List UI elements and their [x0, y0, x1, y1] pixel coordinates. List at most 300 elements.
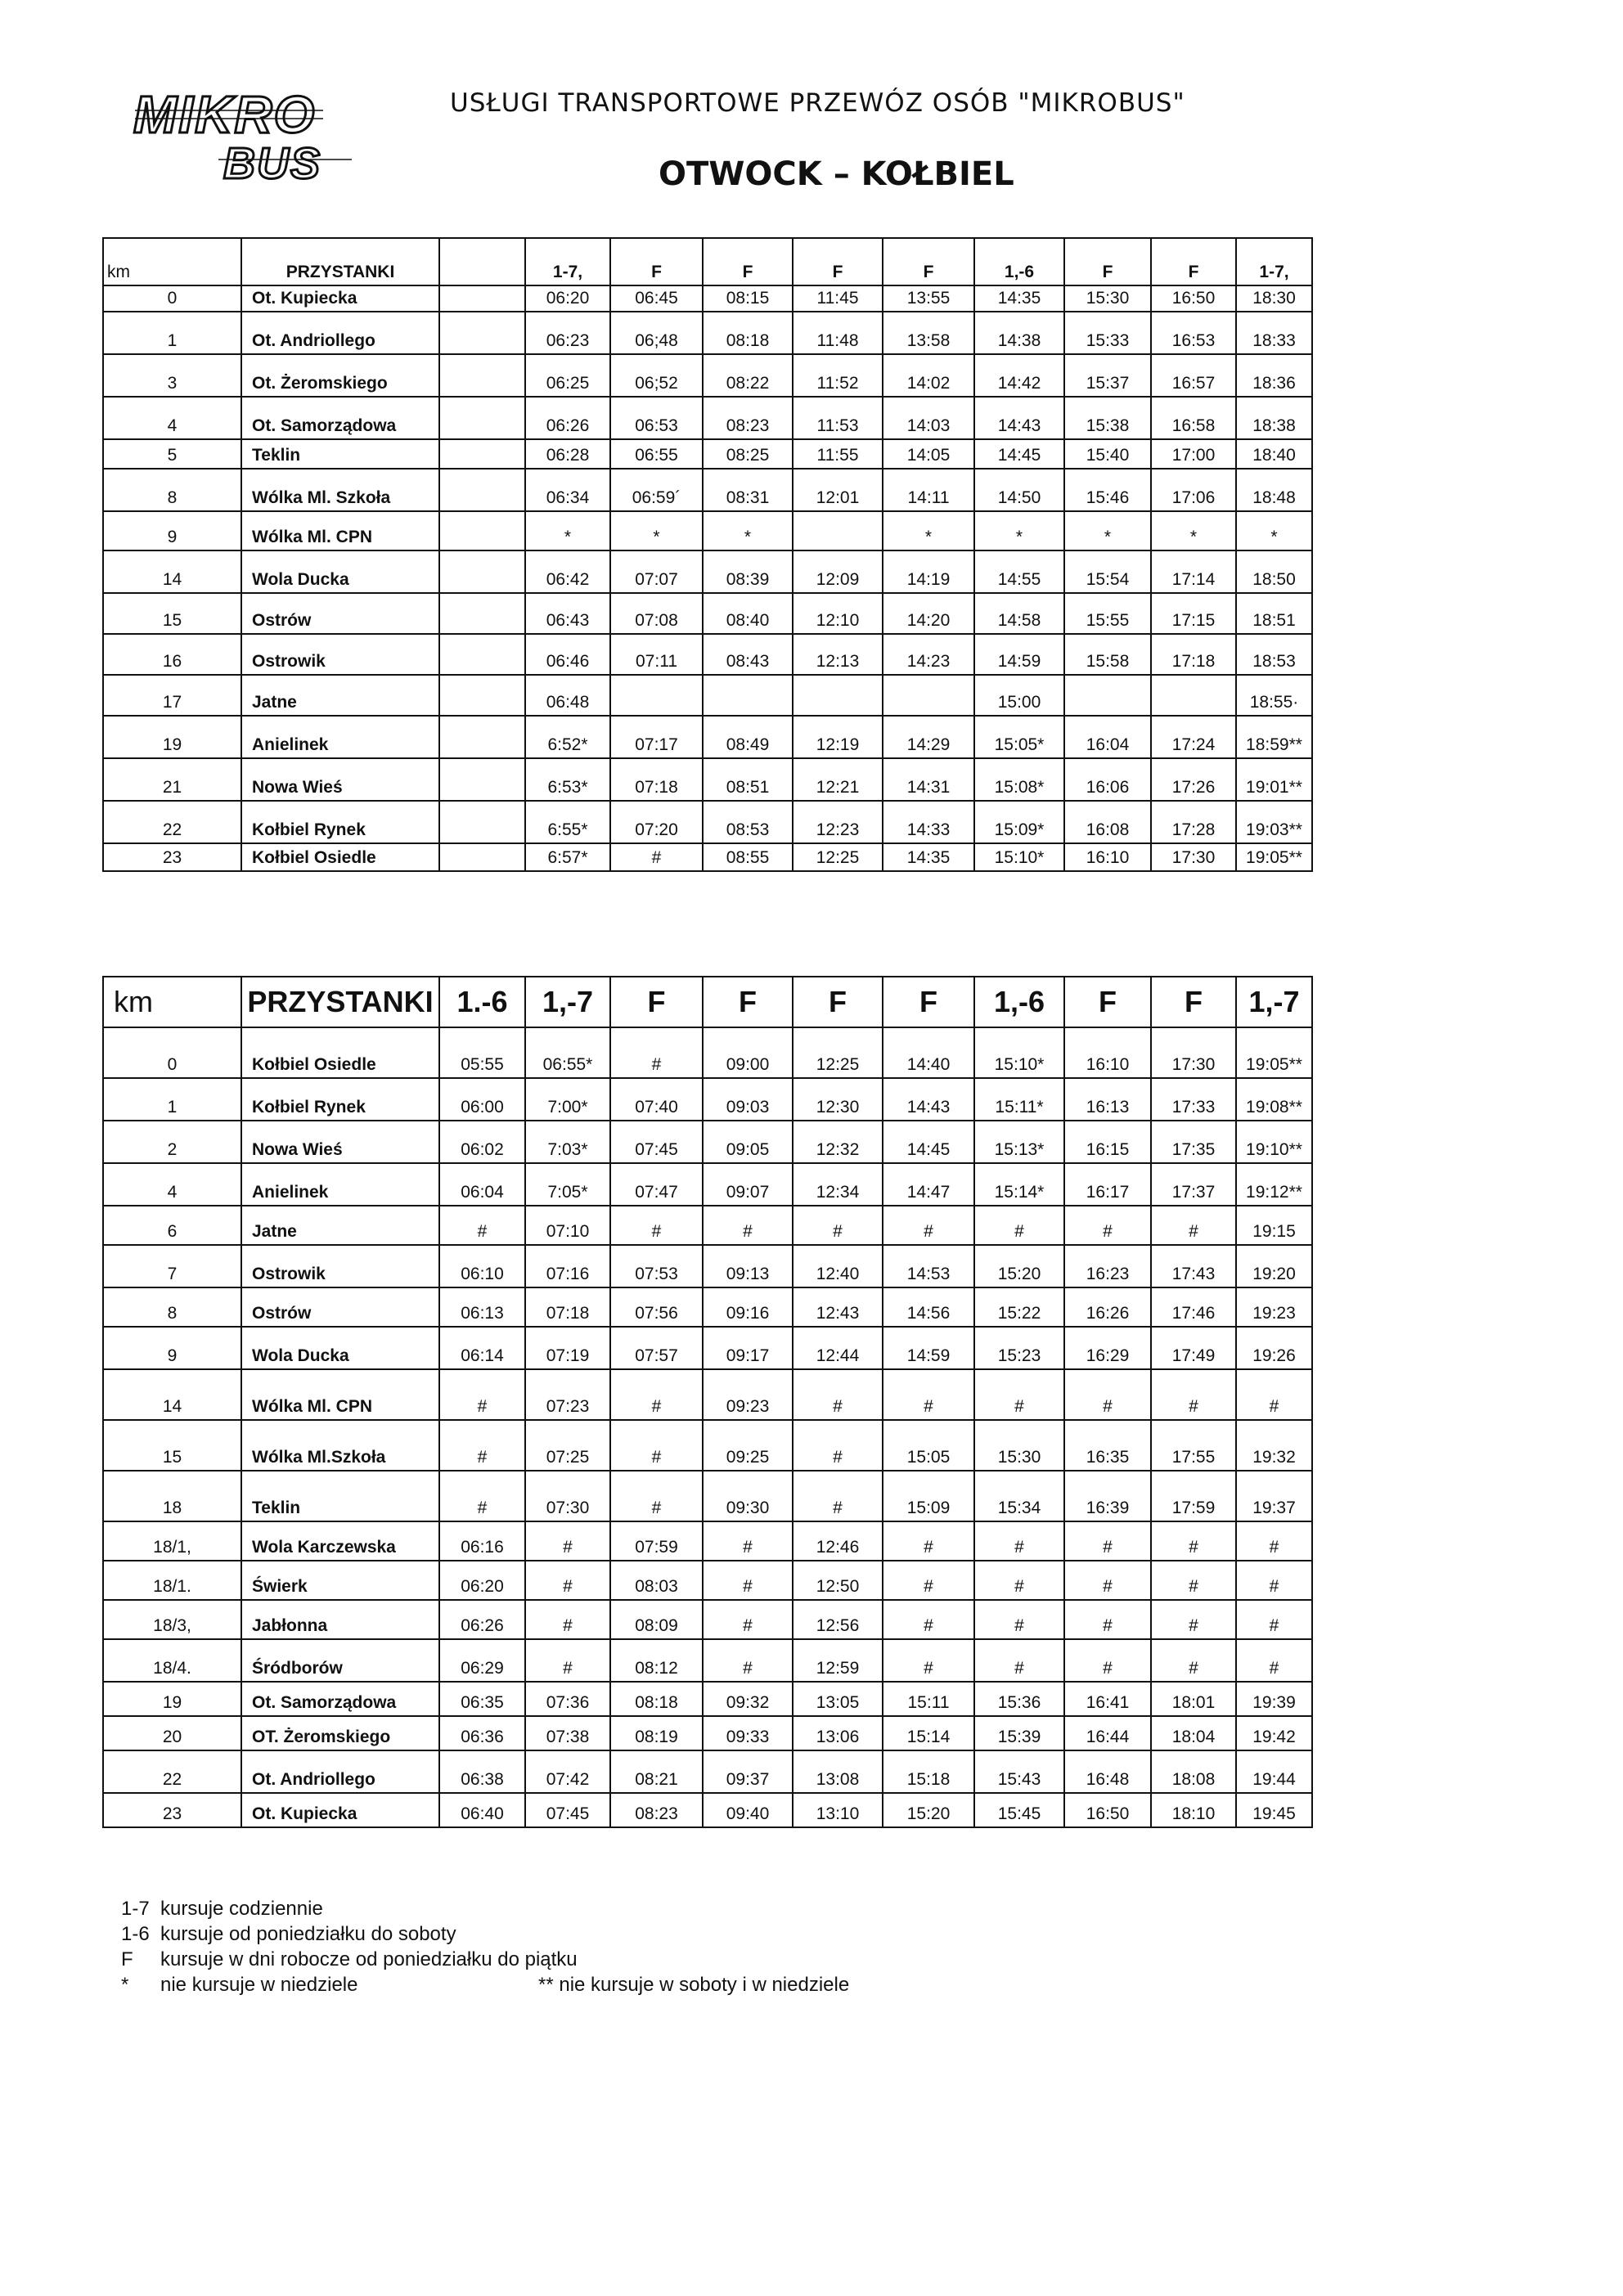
departure-time-cell: 06:53 — [610, 397, 703, 439]
km-cell: 18/4. — [103, 1639, 241, 1682]
table-row — [103, 312, 1312, 354]
km-cell: 5 — [103, 439, 241, 469]
departure-time-cell: 19:03** — [1236, 801, 1312, 843]
km-cell: 0 — [103, 1027, 241, 1078]
stop-name-cell: Teklin — [241, 1471, 439, 1521]
departure-time-cell: 14:55 — [974, 550, 1064, 593]
departure-time-cell: 12:40 — [793, 1245, 883, 1287]
departure-time-cell: 12:32 — [793, 1121, 883, 1163]
stop-name-cell: Wólka Ml.Szkoła — [241, 1420, 439, 1471]
departure-time-cell — [439, 354, 525, 397]
km-cell: 18 — [103, 1471, 241, 1521]
departure-time-cell: 15:30 — [1064, 285, 1151, 312]
departure-time-cell: 07:18 — [610, 758, 703, 801]
departure-time-cell: 09:00 — [703, 1027, 793, 1078]
departure-time-cell: 16:41 — [1064, 1682, 1151, 1716]
departure-time-cell: * — [883, 511, 974, 550]
table-row — [103, 1521, 1312, 1561]
departure-time-cell — [439, 843, 525, 871]
legend-text: nie kursuje w niedziele — [160, 1974, 358, 1996]
departure-time-cell: 19:15 — [1236, 1206, 1312, 1245]
column-header-service: F — [703, 977, 793, 1027]
departure-time-cell: 08:09 — [610, 1600, 703, 1639]
departure-time-cell: 15:54 — [1064, 550, 1151, 593]
departure-time-cell: 06:16 — [439, 1521, 525, 1561]
column-header-stops: PRZYSTANKI — [241, 977, 439, 1027]
stop-name-cell: Wólka Ml. CPN — [241, 511, 439, 550]
km-cell: 21 — [103, 758, 241, 801]
departure-time-cell: 16:10 — [1064, 1027, 1151, 1078]
departure-time-cell: 07:47 — [610, 1163, 703, 1206]
departure-time-cell: 06:42 — [525, 550, 610, 593]
departure-time-cell: 16:26 — [1064, 1287, 1151, 1327]
km-cell: 9 — [103, 1327, 241, 1369]
departure-time-cell: 19:05** — [1236, 1027, 1312, 1078]
departure-time-cell: # — [974, 1206, 1064, 1245]
departure-time-cell: 07:18 — [525, 1287, 610, 1327]
departure-time-cell: 15:34 — [974, 1471, 1064, 1521]
departure-time-cell: # — [610, 1369, 703, 1420]
departure-time-cell: 09:05 — [703, 1121, 793, 1163]
departure-time-cell: # — [974, 1561, 1064, 1600]
departure-time-cell: # — [974, 1639, 1064, 1682]
departure-time-cell: 06:36 — [439, 1716, 525, 1750]
departure-time-cell: # — [1151, 1206, 1236, 1245]
departure-time-cell: 14:42 — [974, 354, 1064, 397]
departure-time-cell: 14:38 — [974, 312, 1064, 354]
departure-time-cell: # — [1151, 1521, 1236, 1561]
departure-time-cell: * — [1151, 511, 1236, 550]
departure-time-cell: 08:15 — [703, 285, 793, 312]
departure-time-cell: 19:26 — [1236, 1327, 1312, 1369]
svg-text:MIKRO: MIKRO — [133, 85, 317, 144]
departure-time-cell: 12:09 — [793, 550, 883, 593]
departure-time-cell: 19:20 — [1236, 1245, 1312, 1287]
departure-time-cell: 06:34 — [525, 469, 610, 511]
departure-time-cell: # — [1064, 1206, 1151, 1245]
departure-time-cell: * — [1236, 511, 1312, 550]
departure-time-cell: 16:06 — [1064, 758, 1151, 801]
departure-time-cell: 17:43 — [1151, 1245, 1236, 1287]
departure-time-cell: 13:06 — [793, 1716, 883, 1750]
departure-time-cell: 15:18 — [883, 1750, 974, 1793]
column-header-service: 1-7, — [525, 238, 610, 285]
departure-time-cell: 06:48 — [525, 675, 610, 716]
column-header-service: F — [703, 238, 793, 285]
table-row — [103, 675, 1312, 716]
departure-time-cell — [439, 511, 525, 550]
departure-time-cell: 08:49 — [703, 716, 793, 758]
departure-time-cell: 18:33 — [1236, 312, 1312, 354]
departure-time-cell: 12:21 — [793, 758, 883, 801]
stop-name-cell: Wólka Ml. CPN — [241, 1369, 439, 1420]
departure-time-cell: # — [525, 1600, 610, 1639]
departure-time-cell: 08:40 — [703, 593, 793, 634]
stop-name-cell: Wola Ducka — [241, 550, 439, 593]
departure-time-cell: 15:37 — [1064, 354, 1151, 397]
km-cell: 18/1, — [103, 1521, 241, 1561]
departure-time-cell: 11:45 — [793, 285, 883, 312]
departure-time-cell: 14:35 — [974, 285, 1064, 312]
departure-time-cell: 14:02 — [883, 354, 974, 397]
departure-time-cell: 12:30 — [793, 1078, 883, 1121]
departure-time-cell: 07:10 — [525, 1206, 610, 1245]
table-row — [103, 843, 1312, 871]
column-header-stops: PRZYSTANKI — [241, 238, 439, 285]
km-cell: 14 — [103, 1369, 241, 1420]
km-cell: 7 — [103, 1245, 241, 1287]
departure-time-cell: 16:50 — [1151, 285, 1236, 312]
departure-time-cell: 16:58 — [1151, 397, 1236, 439]
departure-time-cell — [439, 439, 525, 469]
departure-time-cell: 17:30 — [1151, 843, 1236, 871]
departure-time-cell: # — [883, 1639, 974, 1682]
departure-time-cell: 14:43 — [974, 397, 1064, 439]
departure-time-cell: 15:38 — [1064, 397, 1151, 439]
departure-time-cell: 16:39 — [1064, 1471, 1151, 1521]
departure-time-cell: 06:28 — [525, 439, 610, 469]
km-cell: 22 — [103, 801, 241, 843]
departure-time-cell: # — [439, 1206, 525, 1245]
departure-time-cell: 14:31 — [883, 758, 974, 801]
legend-item — [121, 1972, 578, 1997]
departure-time-cell: 15:58 — [1064, 634, 1151, 675]
stop-name-cell: Nowa Wieś — [241, 1121, 439, 1163]
departure-time-cell: 06;52 — [610, 354, 703, 397]
departure-time-cell: 17:30 — [1151, 1027, 1236, 1078]
departure-time-cell: 16:15 — [1064, 1121, 1151, 1163]
departure-time-cell: 16:23 — [1064, 1245, 1151, 1287]
departure-time-cell: * — [703, 511, 793, 550]
stop-name-cell: Ot. Andriollego — [241, 1750, 439, 1793]
departure-time-cell: 12:01 — [793, 469, 883, 511]
departure-time-cell: 16:08 — [1064, 801, 1151, 843]
departure-time-cell: 19:37 — [1236, 1471, 1312, 1521]
departure-time-cell: # — [883, 1521, 974, 1561]
departure-time-cell: 07:38 — [525, 1716, 610, 1750]
departure-time-cell: 18:10 — [1151, 1793, 1236, 1827]
legend-text: kursuje od poniedziałku do soboty — [160, 1923, 456, 1945]
departure-time-cell: 14:45 — [974, 439, 1064, 469]
departure-time-cell: 15:39 — [974, 1716, 1064, 1750]
km-cell: 3 — [103, 354, 241, 397]
departure-time-cell: # — [1236, 1521, 1312, 1561]
departure-time-cell: 07:42 — [525, 1750, 610, 1793]
stop-name-cell: Jatne — [241, 675, 439, 716]
km-cell: 9 — [103, 511, 241, 550]
departure-time-cell: 15:09 — [883, 1471, 974, 1521]
column-header-service: 1,-7 — [525, 977, 610, 1027]
departure-time-cell: 06:14 — [439, 1327, 525, 1369]
departure-time-cell: 14:05 — [883, 439, 974, 469]
departure-time-cell: 06;48 — [610, 312, 703, 354]
departure-time-cell: 15:23 — [974, 1327, 1064, 1369]
departure-time-cell: 6:55* — [525, 801, 610, 843]
km-cell: 0 — [103, 285, 241, 312]
departure-time-cell: 09:25 — [703, 1420, 793, 1471]
departure-time-cell: 07:57 — [610, 1327, 703, 1369]
departure-time-cell: # — [1151, 1600, 1236, 1639]
departure-time-cell: 07:45 — [610, 1121, 703, 1163]
departure-time-cell: 17:55 — [1151, 1420, 1236, 1471]
departure-time-cell: 06:29 — [439, 1639, 525, 1682]
departure-time-cell: # — [974, 1369, 1064, 1420]
km-cell: 19 — [103, 716, 241, 758]
departure-time-cell: 07:19 — [525, 1327, 610, 1369]
departure-time-cell: 09:30 — [703, 1471, 793, 1521]
departure-time-cell: 06:35 — [439, 1682, 525, 1716]
column-header-service: 1.-6 — [439, 977, 525, 1027]
departure-time-cell: 15:33 — [1064, 312, 1151, 354]
departure-time-cell: 12:50 — [793, 1561, 883, 1600]
departure-time-cell: 08:39 — [703, 550, 793, 593]
departure-time-cell — [439, 312, 525, 354]
departure-time-cell: 15:55 — [1064, 593, 1151, 634]
table-row — [103, 469, 1312, 511]
departure-time-cell — [1064, 675, 1151, 716]
table-row — [103, 1121, 1312, 1163]
departure-time-cell: 15:10* — [974, 843, 1064, 871]
departure-time-cell: 07:30 — [525, 1471, 610, 1521]
departure-time-cell: 06:46 — [525, 634, 610, 675]
km-cell: 14 — [103, 550, 241, 593]
km-cell: 8 — [103, 1287, 241, 1327]
header-row — [103, 238, 1312, 285]
departure-time-cell: 07:53 — [610, 1245, 703, 1287]
departure-time-cell: 17:18 — [1151, 634, 1236, 675]
departure-time-cell: * — [610, 511, 703, 550]
departure-time-cell: 15:22 — [974, 1287, 1064, 1327]
departure-time-cell: # — [1151, 1639, 1236, 1682]
column-header-service: 1-7, — [1236, 238, 1312, 285]
legend-symbol: 1-7 — [121, 1898, 150, 1920]
departure-time-cell: # — [610, 1206, 703, 1245]
column-header-km: km — [103, 238, 241, 285]
departure-time-cell: 09:37 — [703, 1750, 793, 1793]
departure-time-cell: 06:25 — [525, 354, 610, 397]
departure-time-cell — [883, 675, 974, 716]
departure-time-cell: 06:20 — [439, 1561, 525, 1600]
departure-time-cell: 07:08 — [610, 593, 703, 634]
departure-time-cell: 14:20 — [883, 593, 974, 634]
departure-time-cell: # — [1236, 1369, 1312, 1420]
stop-name-cell: Nowa Wieś — [241, 758, 439, 801]
table-row — [103, 1750, 1312, 1793]
km-cell: 4 — [103, 1163, 241, 1206]
stop-name-cell: Ot. Kupiecka — [241, 285, 439, 312]
departure-time-cell: 16:10 — [1064, 843, 1151, 871]
departure-time-cell — [1151, 675, 1236, 716]
departure-time-cell: 13:55 — [883, 285, 974, 312]
departure-time-cell: 07:20 — [610, 801, 703, 843]
departure-time-cell: 16:44 — [1064, 1716, 1151, 1750]
departure-time-cell: 06:23 — [525, 312, 610, 354]
departure-time-cell: 18:51 — [1236, 593, 1312, 634]
departure-time-cell: 18:36 — [1236, 354, 1312, 397]
departure-time-cell: 6:57* — [525, 843, 610, 871]
stop-name-cell: Kołbiel Osiedle — [241, 1027, 439, 1078]
stop-name-cell: Ot. Żeromskiego — [241, 354, 439, 397]
departure-time-cell: 19:01** — [1236, 758, 1312, 801]
departure-time-cell: 16:13 — [1064, 1078, 1151, 1121]
departure-time-cell: 07:11 — [610, 634, 703, 675]
company-name: USŁUGI TRANSPORTOWE PRZEWÓZ OSÓB "MIKROBUS" — [450, 88, 1185, 118]
departure-time-cell: 14:50 — [974, 469, 1064, 511]
header-row — [103, 977, 1312, 1027]
departure-time-cell — [439, 550, 525, 593]
column-header-service: F — [883, 238, 974, 285]
departure-time-cell: 08:18 — [703, 312, 793, 354]
departure-time-cell — [439, 397, 525, 439]
departure-time-cell: # — [1236, 1561, 1312, 1600]
departure-time-cell: 15:14 — [883, 1716, 974, 1750]
departure-time-cell: 09:40 — [703, 1793, 793, 1827]
departure-time-cell: # — [793, 1369, 883, 1420]
departure-time-cell: 18:08 — [1151, 1750, 1236, 1793]
departure-time-cell: 14:59 — [883, 1327, 974, 1369]
departure-time-cell: # — [1064, 1521, 1151, 1561]
departure-time-cell: 06:13 — [439, 1287, 525, 1327]
departure-time-cell: 7:00* — [525, 1078, 610, 1121]
departure-time-cell: 7:05* — [525, 1163, 610, 1206]
departure-time-cell: * — [974, 511, 1064, 550]
departure-time-cell: 06:04 — [439, 1163, 525, 1206]
column-header-service: F — [1151, 977, 1236, 1027]
departure-time-cell: # — [525, 1639, 610, 1682]
departure-time-cell: 07:45 — [525, 1793, 610, 1827]
table-row — [103, 1245, 1312, 1287]
departure-time-cell: # — [1151, 1561, 1236, 1600]
stop-name-cell: Kołbiel Rynek — [241, 801, 439, 843]
stop-name-cell: Anielinek — [241, 1163, 439, 1206]
departure-time-cell: 08:23 — [610, 1793, 703, 1827]
departure-time-cell: 12:10 — [793, 593, 883, 634]
legend-item — [121, 1921, 578, 1947]
departure-time-cell: 06:55 — [610, 439, 703, 469]
departure-time-cell: 08:25 — [703, 439, 793, 469]
departure-time-cell: 17:49 — [1151, 1327, 1236, 1369]
departure-time-cell: 06:38 — [439, 1750, 525, 1793]
km-cell: 1 — [103, 312, 241, 354]
departure-time-cell — [439, 675, 525, 716]
departure-time-cell: 15:46 — [1064, 469, 1151, 511]
timetable-kolbiel-otwock — [102, 976, 1313, 1828]
column-header-service: F — [1064, 977, 1151, 1027]
departure-time-cell: 17:37 — [1151, 1163, 1236, 1206]
departure-time-cell: # — [703, 1600, 793, 1639]
departure-time-cell: # — [1064, 1639, 1151, 1682]
departure-time-cell: 12:56 — [793, 1600, 883, 1639]
departure-time-cell: # — [883, 1600, 974, 1639]
table-row — [103, 1078, 1312, 1121]
departure-time-cell: # — [1064, 1369, 1151, 1420]
departure-time-cell: 09:07 — [703, 1163, 793, 1206]
table-row — [103, 285, 1312, 312]
table-row — [103, 1027, 1312, 1078]
departure-time-cell: 15:11 — [883, 1682, 974, 1716]
departure-time-cell: 6:52* — [525, 716, 610, 758]
route-title: OTWOCK – KOŁBIEL — [659, 155, 1014, 193]
departure-time-cell: 13:08 — [793, 1750, 883, 1793]
departure-time-cell: 17:14 — [1151, 550, 1236, 593]
mikrobus-logo — [127, 82, 380, 188]
departure-time-cell: 06:26 — [439, 1600, 525, 1639]
departure-time-cell: 15:13* — [974, 1121, 1064, 1163]
departure-time-cell: 18:55· — [1236, 675, 1312, 716]
departure-time-cell: 06:20 — [525, 285, 610, 312]
departure-time-cell: # — [610, 1027, 703, 1078]
table-row — [103, 1682, 1312, 1716]
table-row — [103, 1420, 1312, 1471]
departure-time-cell: 14:23 — [883, 634, 974, 675]
km-cell: 2 — [103, 1121, 241, 1163]
departure-time-cell: # — [439, 1369, 525, 1420]
departure-time-cell — [439, 285, 525, 312]
departure-time-cell: 06:00 — [439, 1078, 525, 1121]
table-row — [103, 1206, 1312, 1245]
departure-time-cell: 09:13 — [703, 1245, 793, 1287]
departure-time-cell: 06:40 — [439, 1793, 525, 1827]
table-row — [103, 1600, 1312, 1639]
departure-time-cell: # — [1064, 1561, 1151, 1600]
departure-time-cell: # — [703, 1206, 793, 1245]
departure-time-cell: 18:30 — [1236, 285, 1312, 312]
departure-time-cell: 18:01 — [1151, 1682, 1236, 1716]
table-row — [103, 397, 1312, 439]
departure-time-cell: 06:10 — [439, 1245, 525, 1287]
departure-time-cell: 14:11 — [883, 469, 974, 511]
departure-time-cell — [439, 716, 525, 758]
departure-time-cell: 18:48 — [1236, 469, 1312, 511]
departure-time-cell: 14:45 — [883, 1121, 974, 1163]
departure-time-cell: 08:55 — [703, 843, 793, 871]
departure-time-cell: 11:52 — [793, 354, 883, 397]
departure-time-cell: 08:19 — [610, 1716, 703, 1750]
column-header-service: F — [610, 977, 703, 1027]
departure-time-cell: 09:33 — [703, 1716, 793, 1750]
column-header-service: F — [883, 977, 974, 1027]
departure-time-cell: 08:51 — [703, 758, 793, 801]
departure-time-cell: 12:44 — [793, 1327, 883, 1369]
departure-time-cell: # — [793, 1420, 883, 1471]
km-cell: 20 — [103, 1716, 241, 1750]
departure-time-cell: 19:08** — [1236, 1078, 1312, 1121]
departure-time-cell: 19:42 — [1236, 1716, 1312, 1750]
departure-time-cell: 14:53 — [883, 1245, 974, 1287]
departure-time-cell: 05:55 — [439, 1027, 525, 1078]
stop-name-cell: Ostrów — [241, 593, 439, 634]
legend-note-weekends: ** nie kursuje w soboty i w niedziele — [538, 1974, 850, 1996]
departure-time-cell: 18:38 — [1236, 397, 1312, 439]
stop-name-cell: Jabłonna — [241, 1600, 439, 1639]
departure-time-cell: 16:48 — [1064, 1750, 1151, 1793]
departure-time-cell: 09:03 — [703, 1078, 793, 1121]
departure-time-cell: 17:28 — [1151, 801, 1236, 843]
departure-time-cell: 19:44 — [1236, 1750, 1312, 1793]
departure-time-cell: # — [610, 1471, 703, 1521]
departure-time-cell: # — [793, 1471, 883, 1521]
table-row — [103, 1163, 1312, 1206]
departure-time-cell: 14:33 — [883, 801, 974, 843]
departure-time-cell: 12:13 — [793, 634, 883, 675]
departure-time-cell: # — [703, 1639, 793, 1682]
column-header-km: km — [103, 977, 241, 1027]
departure-time-cell: 14:56 — [883, 1287, 974, 1327]
departure-time-cell: 17:15 — [1151, 593, 1236, 634]
km-cell: 17 — [103, 675, 241, 716]
departure-time-cell: 15:11* — [974, 1078, 1064, 1121]
stop-name-cell: Kołbiel Rynek — [241, 1078, 439, 1121]
